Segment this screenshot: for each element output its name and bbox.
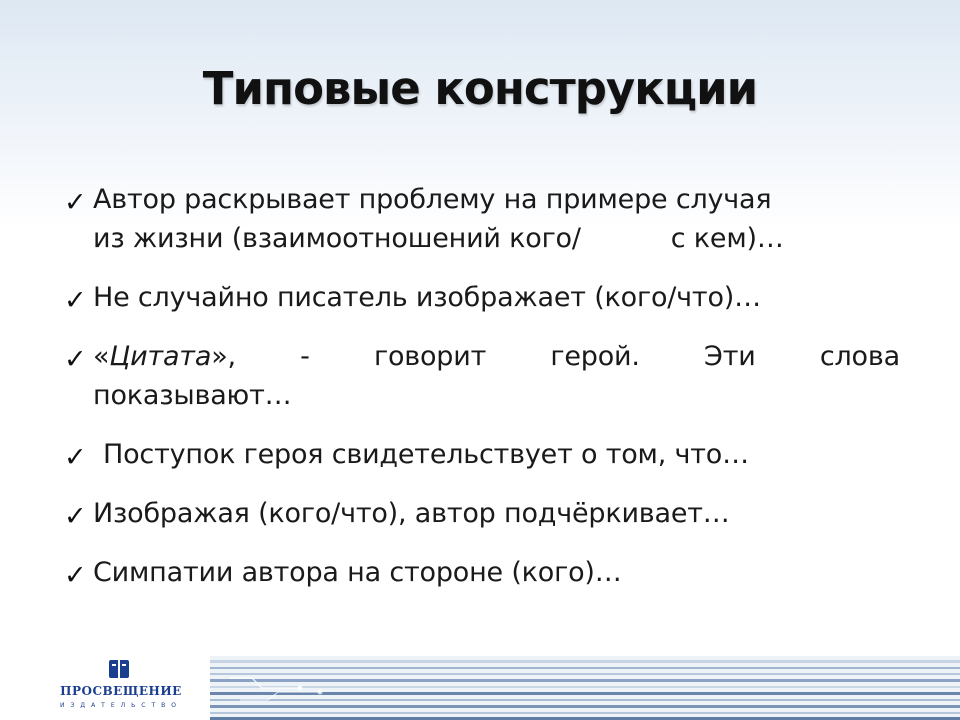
bullet-line — [93, 219, 900, 258]
slide-title: Типовые конструкции — [202, 62, 758, 115]
checkmark-icon: ✓ — [64, 344, 87, 375]
bullet-list — [64, 180, 900, 612]
bullet-text: Изображая (кого/что), автор подчёркивает… — [93, 498, 730, 529]
word: Эти — [704, 341, 756, 372]
open-quote: « — [93, 341, 110, 372]
bullet-text: Не случайно писатель изображает (кого/что)… — [93, 282, 761, 313]
quote-phrase — [93, 337, 236, 376]
bullet-text: Автор раскрывает проблему на примере случая — [93, 184, 772, 215]
bullet-item — [64, 494, 900, 533]
bullet-text: показывают… — [93, 380, 292, 411]
bullet-line — [93, 337, 900, 376]
word: герой. — [550, 341, 640, 372]
checkmark-icon: ✓ — [64, 285, 87, 316]
bullet-text: из жизни (взаимоотношений кого/ — [93, 223, 581, 254]
close-quote: », — [211, 341, 236, 372]
word: говорит — [373, 341, 487, 372]
quote-word: Цитата — [109, 341, 212, 372]
bullet-text: с кем)… — [670, 223, 784, 254]
checkmark-icon: ✓ — [64, 187, 87, 218]
word: слова — [819, 341, 900, 372]
bullet-item — [64, 553, 900, 592]
bullet-item — [64, 435, 900, 474]
bullet-text: Поступок героя свидетельствует о том, что… — [103, 439, 749, 470]
bullet-line — [93, 180, 900, 219]
checkmark-icon: ✓ — [64, 442, 87, 473]
bullet-item — [64, 337, 900, 415]
dash: - — [300, 341, 310, 372]
checkmark-icon: ✓ — [64, 501, 87, 532]
bullet-item — [64, 180, 900, 258]
book-logo-icon — [107, 657, 131, 681]
bullet-item — [64, 278, 900, 317]
checkmark-icon: ✓ — [64, 560, 87, 591]
bullet-text: Симпатии автора на стороне (кого)… — [93, 557, 622, 588]
publisher-subtitle: ИЗДАТЕЛЬСТВО — [60, 702, 182, 709]
publisher-name: ПРОСВЕЩЕНИЕ — [60, 684, 182, 698]
